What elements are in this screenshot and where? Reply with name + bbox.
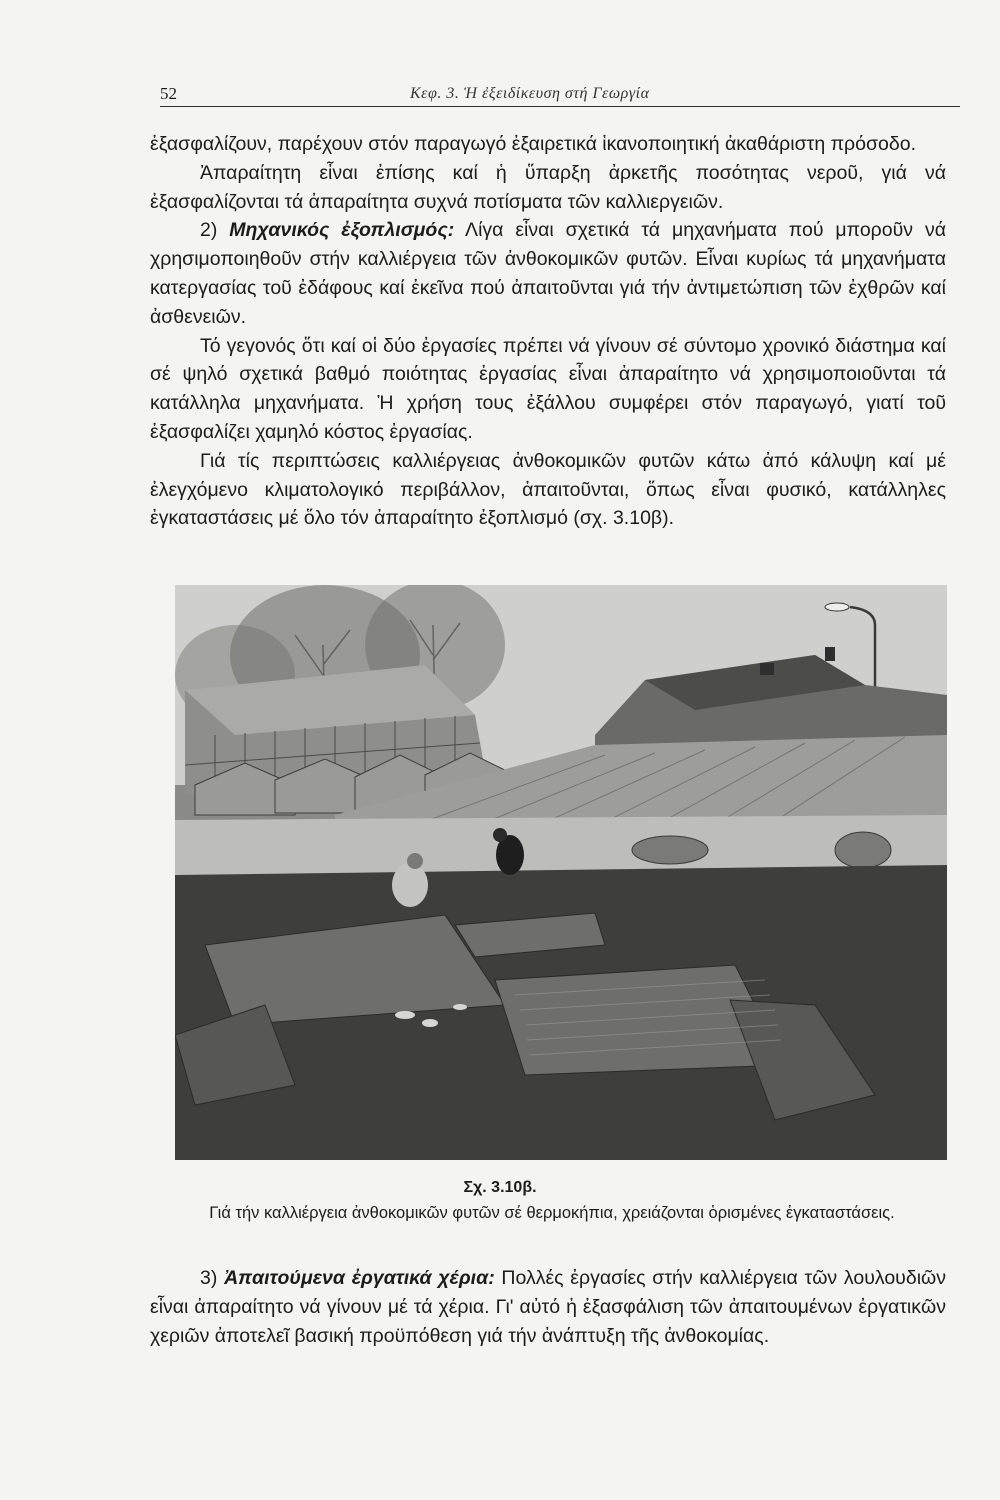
greenhouse-photo bbox=[175, 585, 947, 1160]
figure-caption: Γιά τήν καλλιέργεια ἀνθοκομικῶν φυτῶν σέ θερμοκήπια, χρειάζονται ὁρισμένες ἐγκαταστάσεις. bbox=[209, 1204, 895, 1222]
paragraph-4: Τό γεγονός ὅτι καί οἱ δύο ἐργασίες πρέπει νά γίνουν σέ σύντομο χρονικό διάστημα καί σέ ψηλό σχετικά βαθμό ποιότητας ἐργασίας εἶναι ἀπαραίτητο νά χρησιμοποιοῦνται τά κατάλληλα μηχανήματα. Ἡ χρήση τους ἐξάλλου συμφέρει στόν παραγωγό, γιατί τοῦ ἐξασφαλίζει χαμηλό κόστος ἐργασίας. bbox=[150, 334, 946, 443]
paragraph-3 bbox=[150, 216, 946, 331]
paragraph-1: ἐξασφαλίζουν, παρέχουν στόν παραγωγό ἐξαιρετικά ἱκανοποιητική ἀκαθάριστη πρόσοδο. bbox=[150, 133, 916, 155]
term-mechanical-equipment: Μηχανικός ἐξοπλισμός: bbox=[229, 219, 455, 242]
item-number-2: 2) bbox=[200, 219, 218, 242]
page-header bbox=[160, 84, 960, 107]
body-text-top bbox=[150, 130, 946, 533]
paragraph-3-text: Λίγα εἶναι σχετικά τά μηχανήματα πού μποροῦν νά χρησιμοποιηθοῦν στήν καλλιέργεια τῶν ἀνθοκομικῶν φυτῶν. Εἶναι κυρίως τά μηχανήματα κατεργασίας τοῦ ἐδάφους καί ἐκεῖνα πού ἀπαιτοῦνται γιά τήν ἀντιμετώπιση τῶν ἐχθρῶν καί ἀσθενειῶν. bbox=[150, 219, 946, 328]
term-required-labor: Ἀπαιτούμενα ἐργατικά χέρια: bbox=[224, 1267, 495, 1289]
page-number: 52 bbox=[160, 84, 177, 103]
item-number-3: 3) bbox=[200, 1267, 218, 1289]
body-text-bottom bbox=[150, 1264, 946, 1350]
figure-label: Σχ. 3.10β. bbox=[463, 1179, 537, 1196]
running-title: Κεφ. 3. Ἡ ἐξειδίκευση στή Γεωργία bbox=[410, 85, 650, 102]
paragraph-5: Γιά τίς περιπτώσεις καλλιέργειας ἀνθοκομικῶν φυτῶν κάτω ἀπό κάλυψη καί μέ ἐλεγχόμενο κλιματολογικό περιβάλλον, ἀπαιτοῦνται, ὅπως εἶναι φυσικό, κατάλληλες ἐγκαταστάσεις μέ ὅλο τόν ἀπαραίτητο ἐξοπλισμό (σχ. 3.10β). bbox=[150, 449, 946, 530]
paragraph-2: Ἀπαραίτητη εἶναι ἐπίσης καί ἡ ὕπαρξη ἀρκετῆς ποσότητας νεροῦ, γιά νά ἐξασφαλίζονται τά ἀπαραίτητα συχνά ποτίσματα τῶν καλλιεργειῶν. bbox=[150, 161, 946, 213]
paragraph-6-text: Πολλές ἐργασίες στήν καλλιέργεια τῶν λουλουδιῶν εἶναι ἀπαραίτητο νά γίνουν μέ τά χέρια. Γι' αὐτό ἡ ἐξασφάλιση τῶν ἀπαιτουμένων ἐργατικῶν χεριῶν ἀποτελεῖ βασική προϋπόθεση γιά τήν ἀνάπτυξη τῆς ἀνθοκομίας. bbox=[150, 1267, 946, 1347]
paragraph-6 bbox=[150, 1264, 946, 1350]
